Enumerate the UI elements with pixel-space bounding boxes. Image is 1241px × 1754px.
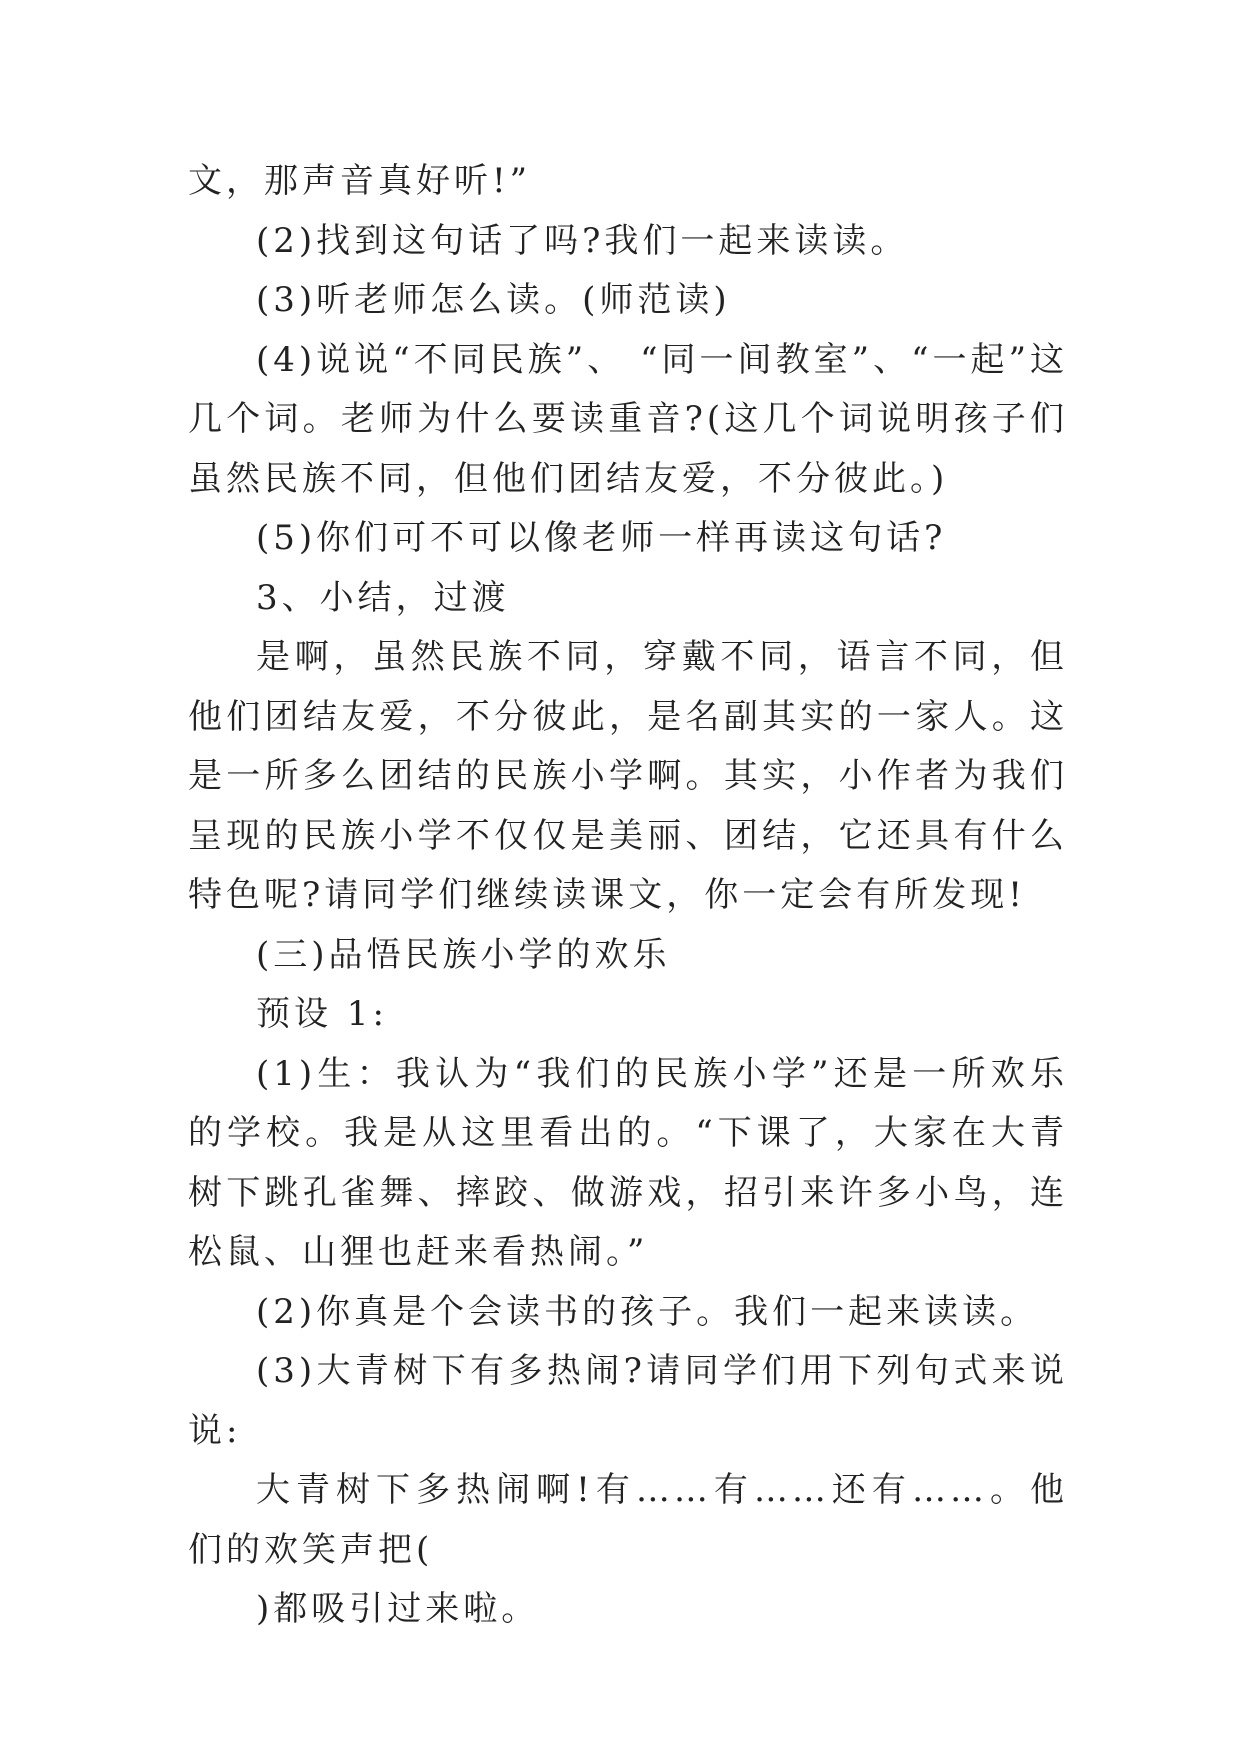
paragraph: (1)生：我认为“我们的民族小学”还是一所欢乐的学校。我是从这里看出的。“下课了，大家在大青树下跳孔雀舞、摔跤、做游戏，招引来许多小鸟，连松鼠、山狸也赶来看热闹。” [188, 1053, 1068, 1272]
paragraph: (5)你们可不可以像老师一样再读这句话? [256, 518, 947, 558]
paragraph: 大青树下多热闹啊!有……有……还有……。他们的欢笑声把( [188, 1470, 1068, 1570]
paragraph: )都吸引过来啦。 [256, 1589, 540, 1629]
paragraph: (3)大青树下有多热闹?请同学们用下列句式来说说: [188, 1351, 1068, 1451]
section-heading: 3、小结，过渡 [256, 577, 510, 618]
paragraph: 文，那声音真好听!” [188, 161, 532, 201]
paragraph: (3)听老师怎么读。(师范读) [256, 280, 731, 320]
paragraph: 预设 1: [256, 994, 388, 1034]
paragraph: (2)找到这句话了吗?我们一起来读读。 [256, 220, 909, 261]
document-body [188, 152, 1068, 1640]
paragraph: (2)你真是个会读书的孩子。我们一起来读读。 [256, 1291, 1039, 1332]
paragraph: (4)说说“不同民族”、 “同一间教室”、“一起”这几个词。老师为什么要读重音?(这几个词说明孩子们虽然民族不同，但他们团结友爱，不分彼此。) [188, 339, 1068, 499]
paragraph: 是啊，虽然民族不同，穿戴不同，语言不同，但他们团结友爱，不分彼此，是名副其实的一家人。这是一所多么团结的民族小学啊。其实，小作者为我们呈现的民族小学不仅仅是美丽、团结，它还具有什么特色呢?请同学们继续读课文，你一定会有所发现! [188, 637, 1068, 915]
section-heading: (三)品悟民族小学的欢乐 [256, 934, 671, 975]
